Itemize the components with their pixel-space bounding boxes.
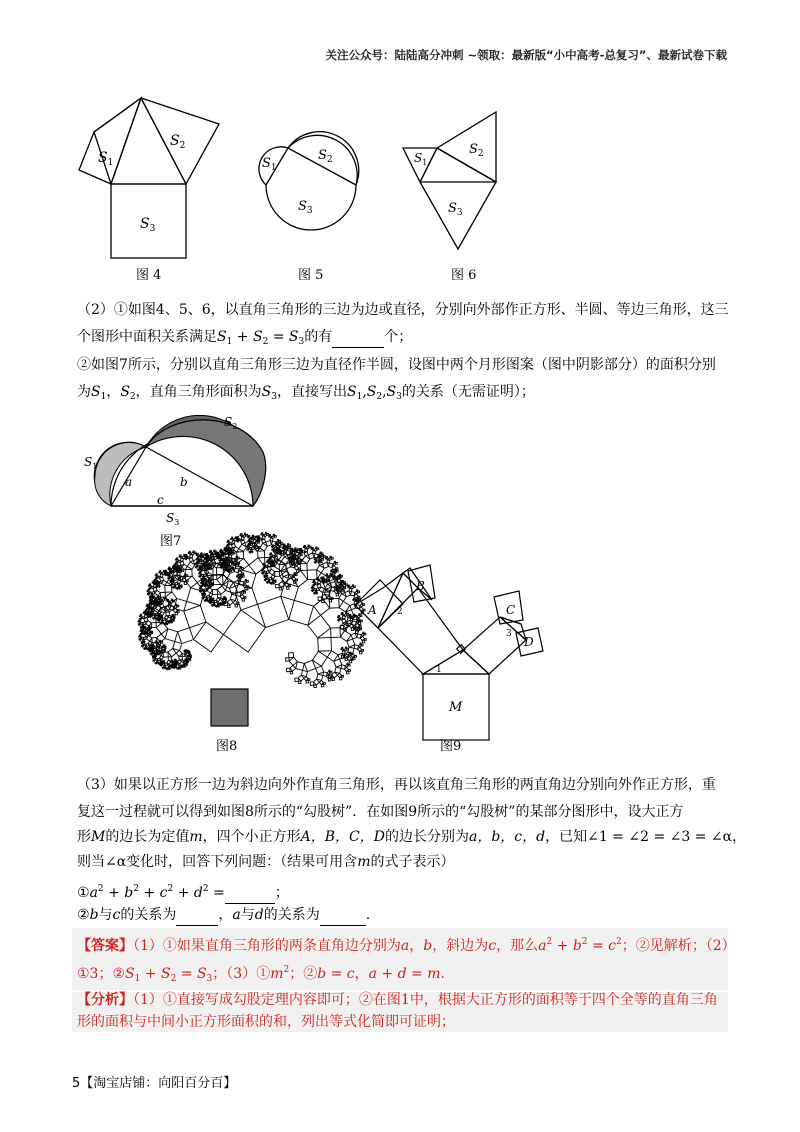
answer-line-1: 【答案】（1）①如果直角三角形的两条直角边分别为a，b，斜边为c，那么$a^2 + b^2 = c^2$；②见解析；（2） <box>77 937 736 954</box>
fig7-s3-label: $S_3$ <box>166 511 180 527</box>
fig7-s2-label: $S_2$ <box>224 415 238 431</box>
fig9-angle-2: 2 <box>397 607 403 617</box>
fig9-caption: 图9 <box>440 739 462 754</box>
analysis-line-1: 【分析】（1）①直接写成勾股定理内容即可；②在图1中，根据大正方形的面积等于四个全等的直角三角 <box>77 992 718 1008</box>
q2-line-3: ②如图7所示，分别以直角三角形三边为直径作半圆，设图中两个月形图案（图中阴影部分）的面积分别 <box>77 357 716 373</box>
fig4-s1-label: $S_1$ <box>98 150 114 168</box>
fig5-s2-label: $S_2$ <box>318 148 333 165</box>
fig7-b-label: b <box>180 475 188 489</box>
fig5-s1-label: $S_1$ <box>262 156 277 173</box>
right-square <box>463 617 526 674</box>
fig5-s3-label: $S_3$ <box>298 199 313 216</box>
answer-blank <box>225 883 275 904</box>
page-footer: 5【淘宝店铺：向阳百分百】 <box>72 1076 237 1091</box>
answer-line-2: ①3；$②S_1 + S_2 = S_3$；$(3)①m^2$；②b = c，a + d = m. <box>77 965 445 984</box>
fig9-M-label: M <box>449 700 463 715</box>
q3-line-6: ②b与c的关系为 ，a与d的关系为 . <box>77 905 370 926</box>
fig6-s1-label: $S_1$ <box>414 151 428 167</box>
fig9-D-label: D <box>524 635 534 649</box>
fig4-caption: 图 4 <box>136 268 162 283</box>
fig9-angle-3: 3 <box>506 629 512 639</box>
fig6-s2-label: $S_2$ <box>469 142 484 159</box>
fig6-s3-label: $S_3$ <box>448 201 463 218</box>
q3-line-3: 形M的边长为定值m，四个小正方形A，B，C，D的边长分别为a，b，c，d，已知∠1 = ∠2 = ∠3 = ∠α， <box>77 829 747 845</box>
fig7-a-label: a <box>125 475 133 489</box>
fig5-caption: 图 5 <box>298 268 324 283</box>
fig7-caption: 图7 <box>160 534 182 549</box>
q3-line-5: $①a^2 + b^2 + c^2 + d^2$ = ； <box>77 879 289 904</box>
fig4-s2-label: $S_2$ <box>170 133 186 151</box>
fig8-caption: 图8 <box>216 739 238 754</box>
fig4-s3-label: $S_3$ <box>140 216 156 234</box>
fig7-c-label: c <box>157 493 164 507</box>
analysis-line-2: 形的面积与中间小正方形面积的和，列出等式化简即可证明； <box>77 1014 455 1030</box>
fig9-C-label: C <box>506 603 516 617</box>
answer-blank <box>176 905 218 926</box>
fig7-s1-label: $S_1$ <box>84 455 98 471</box>
fig9-B-label: B <box>416 579 425 593</box>
fig9-A-label: A <box>368 603 377 617</box>
fig6-caption: 图 6 <box>451 268 477 283</box>
q2-line-4: 为$S_1$，$S_2$，直角三角形面积为$S_3$，直接写出$S_1,S_2,S_3$的关系（无需证明）； <box>77 384 535 402</box>
page-header: 关注公众号：陆陆高分冲刺 ~领取：最新版“小中高考-总复习”、最新试卷下载 <box>325 48 727 62</box>
q3-line-2: 复这一过程就可以得到如图8所示的“勾股树”．在如图9所示的“勾股树”的某部分图形中，设大正方 <box>77 804 684 820</box>
q2-line-2: 个图形中面积关系满足$S_1 + S_2 = S_3$的有 个； <box>77 329 413 347</box>
fig9-angle-1: 1 <box>436 665 442 675</box>
q3-line-1: （3）如果以正方形一边为斜边向外作直角三角形，再以该直角三角形的两直角边分别向外作正方形，重 <box>77 777 716 793</box>
q2-line-1: （2）①如图4、5、6，以直角三角形的三边为边或直径，分别向外部作正方形、半圆、等边三角形，这三 <box>77 302 729 318</box>
q3-line-4: 则当∠α变化时，回答下列问题：（结果可用含m的式子表示） <box>77 854 455 870</box>
answer-blank <box>320 905 366 926</box>
